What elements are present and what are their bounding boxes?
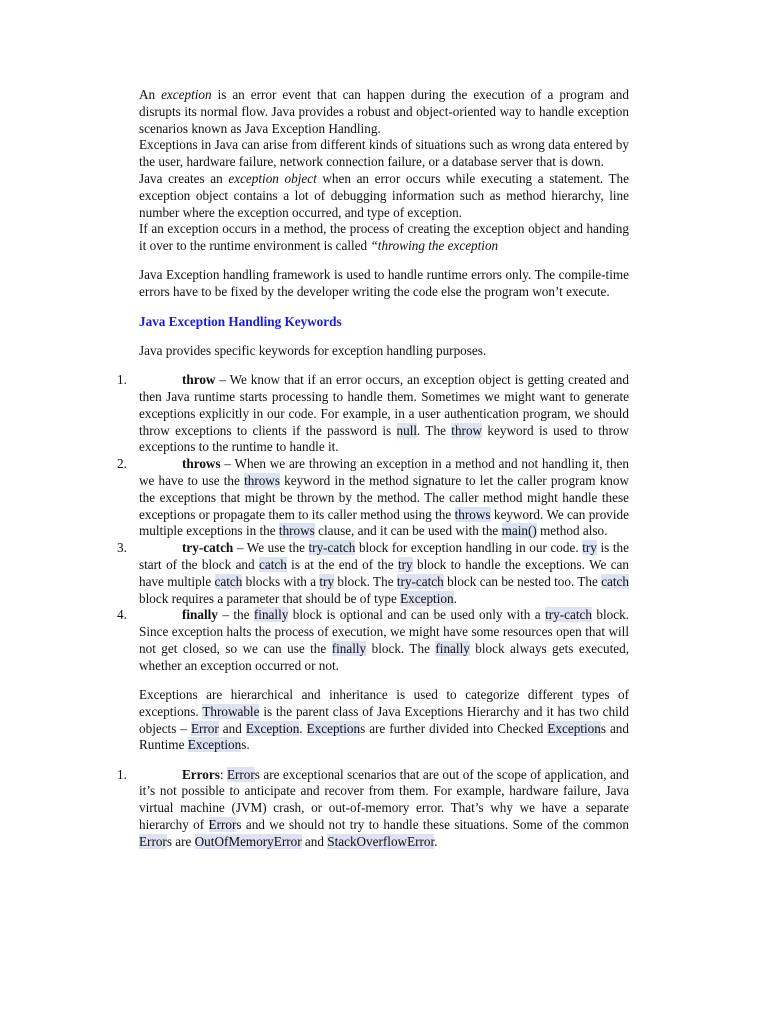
intro-paragraph-4: If an exception occurs in a method, the process of creating the exception object and handing it over to the runtime environment is called “throwing the exception <box>139 221 629 254</box>
intro-paragraph-3: Java creates an exception object when an error occurs while executing a statement. The exception object contains a lot of debugging information such as method hierarchy, line number where the exception occurred, and type of exception. <box>139 170 629 220</box>
keywords-list <box>117 372 630 674</box>
list-item-finally: 4. finally – the finally block is optional and can be used only with a try-catch block. Since exception halts the process of execution, we might have some resources open that will not get closed, so we can use the finally block. The finally block always gets executed, whether an exception occurred or not. <box>117 607 629 673</box>
list-item-errors: 1. Errors: Errors are exceptional scenarios that are out of the scope of application, and it’s not possible to anticipate and recover from them. For example, hardware failure, Java virtual machine (JVM) crash, or out-of-memory error. That’s why we have a separate hierarchy of Errors and we should not try to handle these situations. Some of the common Errors are OutOfMemoryError and StackOverflowError. <box>117 766 629 849</box>
list-item-throws: 2. throws – When we are throwing an exception in a method and not handling it, then we have to use the throws keyword in the method signature to let the caller program know the exceptions that might be thrown by the method. The caller method might handle these exceptions or propagate them to its caller method using the throws keyword. We can provide multiple exceptions in the throws clause, and it can be used with the main() method also. <box>117 456 630 539</box>
document-page <box>117 87 630 851</box>
list-item-throw: 1. throw – We know that if an error occurs, an exception object is getting created and then Java runtime starts processing to handle them. Sometimes we might want to generate exceptions explicitly in our code. For example, in a user authentication program, we should throw exceptions to clients if the password is null. The throw keyword is used to throw exceptions to the runtime to handle it. <box>117 372 630 455</box>
hierarchy-paragraph: Exceptions are hierarchical and inheritance is used to categorize different types of exceptions. Throwable is the parent class of Java Exceptions Hierarchy and it has two child objects – Error and Exception. Exceptions are further divided into Checked Exceptions and Runtime Exceptions. <box>139 687 630 753</box>
list-item-try-catch: 3. try-catch – We use the try-catch block for exception handling in our code. try is the start of the block and catch is at the end of the try block to handle the exceptions. We can have multiple catch blocks with a try block. The try-catch block can be nested too. The catch block requires a parameter that should be of type Exception. <box>117 540 630 606</box>
exception-types-list <box>117 766 629 851</box>
section-heading: Java Exception Handling Keywords <box>139 313 342 329</box>
intro-paragraph-5: Java Exception handling framework is used to handle runtime errors only. The compile-time errors have to be fixed by the developer writing the code else the program won’t execute. <box>139 267 629 300</box>
keywords-intro: Java provides specific keywords for exception handling purposes. <box>139 342 487 358</box>
intro-paragraph-2: Exceptions in Java can arise from different kinds of situations such as wrong data entered by the user, hardware failure, network connection failure, or a database server that is down. <box>139 137 629 170</box>
intro-paragraph-1: An exception is an error event that can happen during the execution of a program and disrupts its normal flow. Java provides a robust and object-oriented way to handle exception scenarios known as Java Exception Handling. <box>139 87 629 136</box>
